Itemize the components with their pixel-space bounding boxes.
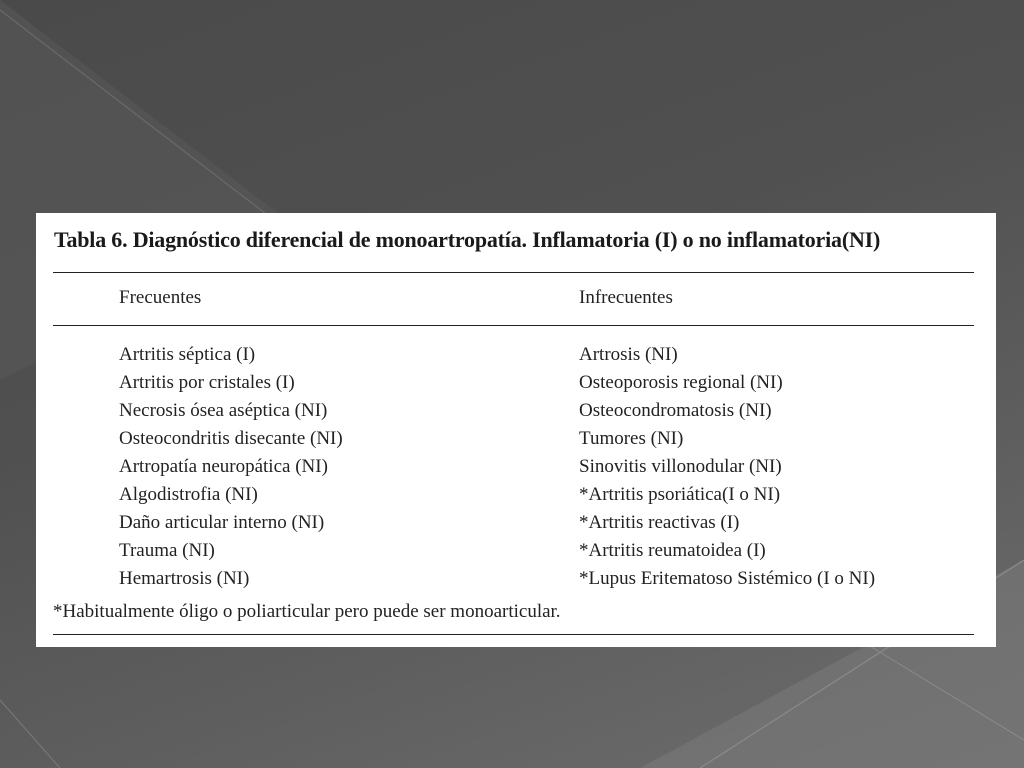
list-item: Sinovitis villonodular (NI): [579, 456, 782, 477]
rule-header: [53, 325, 974, 326]
column-header-frecuentes: Frecuentes: [119, 287, 202, 308]
list-item: Artrosis (NI): [579, 344, 678, 365]
list-item: *Artritis psoriática(I o NI): [579, 484, 781, 505]
list-item: Trauma (NI): [119, 540, 215, 561]
list-item: *Lupus Eritematoso Sistémico (I o NI): [579, 568, 876, 589]
list-item: Artritis séptica (I): [119, 344, 256, 365]
table-footnote: *Habitualmente óligo o poliarticular pero puede ser monoarticular.: [53, 601, 561, 622]
list-item: Osteocondritis disecante (NI): [119, 428, 343, 449]
table-caption: Tabla 6. Diagnóstico diferencial de monoartropatía. Inflamatoria (I) o no inflamatoria(NI): [54, 227, 881, 252]
rule-bottom: [53, 634, 974, 635]
rule-top: [53, 272, 974, 273]
list-item: Daño articular interno (NI): [119, 512, 325, 533]
list-item: Hemartrosis (NI): [119, 568, 250, 589]
list-item: *Artritis reactivas (I): [579, 512, 740, 533]
list-item: Osteoporosis regional (NI): [579, 372, 783, 393]
list-frecuentes: [119, 341, 343, 593]
column-header-infrecuentes: Infrecuentes: [579, 287, 673, 308]
list-item: Artropatía neuropática (NI): [119, 456, 328, 477]
list-infrecuentes: [579, 341, 875, 593]
list-item: Osteocondromatosis (NI): [579, 400, 772, 421]
list-item: Algodistrofia (NI): [119, 484, 258, 505]
list-item: Artritis por cristales (I): [119, 372, 295, 393]
table-card: [36, 213, 996, 647]
list-item: Tumores (NI): [579, 428, 684, 449]
list-item: *Artritis reumatoidea (I): [579, 540, 766, 561]
list-item: Necrosis ósea aséptica (NI): [119, 400, 328, 421]
